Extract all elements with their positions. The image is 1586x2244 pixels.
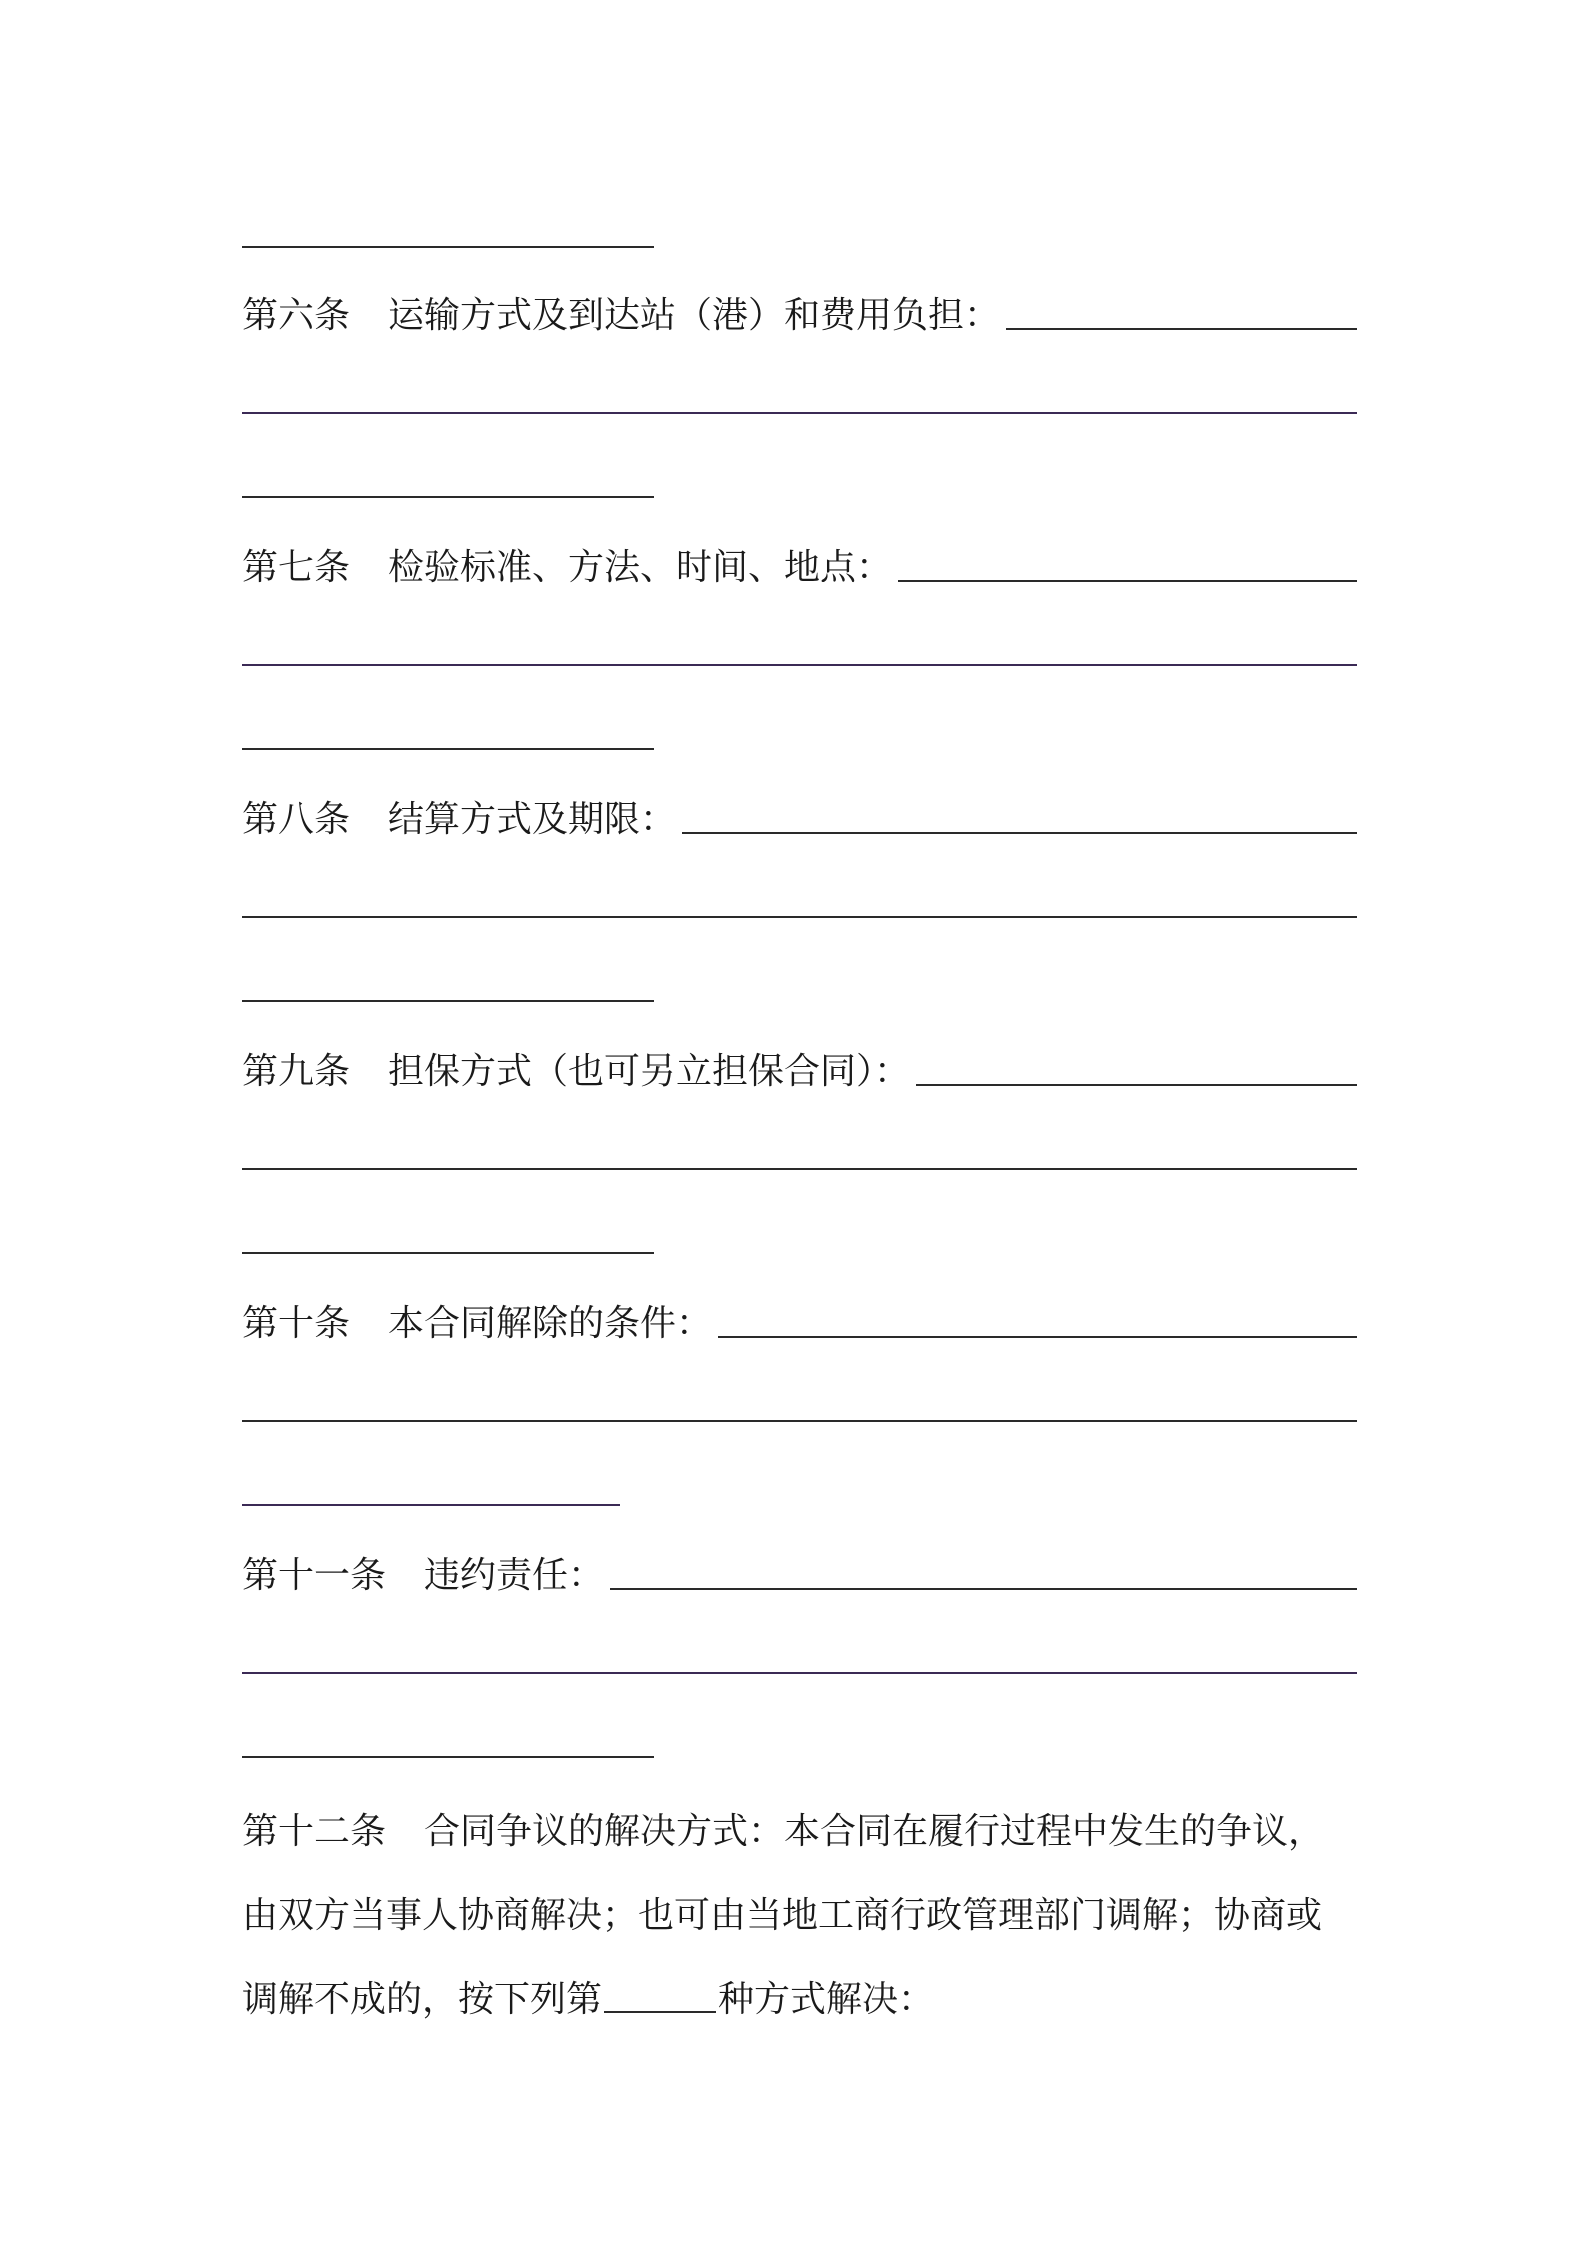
article-title: 检验标准、方法、时间、地点： xyxy=(388,547,893,588)
blank-line[interactable] xyxy=(242,412,1357,414)
article-number: 第十条 xyxy=(242,1303,351,1344)
article-number: 第十一条 xyxy=(242,1555,387,1596)
fill-in-line[interactable] xyxy=(682,832,1357,834)
blank-line[interactable] xyxy=(242,664,1357,666)
blank-line[interactable] xyxy=(242,1000,654,1002)
blank-line[interactable] xyxy=(242,496,654,498)
fill-in-line[interactable] xyxy=(610,1588,1357,1590)
article-text: 合同争议的解决方式：本合同在履行过程中发生的争议， xyxy=(424,1811,1325,1852)
article-title: 结算方式及期限： xyxy=(388,799,677,840)
article-text: 种方式解决： xyxy=(718,1979,935,2020)
article-title: 担保方式（也可另立担保合同）： xyxy=(388,1051,911,1092)
article-11 xyxy=(242,1530,1357,1594)
article-number: 第十二条 xyxy=(242,1811,387,1852)
article-title: 违约责任： xyxy=(424,1555,605,1596)
article-12-line-1 xyxy=(242,1790,1357,1874)
article-10 xyxy=(242,1278,1357,1342)
blank-line[interactable] xyxy=(242,1252,654,1254)
blank-line[interactable] xyxy=(242,748,654,750)
fill-in-line[interactable] xyxy=(916,1084,1357,1086)
article-12 xyxy=(242,1790,1357,2042)
article-12-line-2: 由双方当事人协商解决；也可由当地工商行政管理部门调解；协商或 xyxy=(242,1895,1323,1936)
blank-line[interactable] xyxy=(242,1168,1357,1170)
article-text: 调解不成的，按下列第 xyxy=(242,1979,603,2020)
fill-in-line[interactable] xyxy=(1006,328,1357,330)
article-title: 运输方式及到达站（港）和费用负担： xyxy=(388,295,1001,336)
blank-line[interactable] xyxy=(242,1420,1357,1422)
article-9 xyxy=(242,1026,1357,1090)
article-8 xyxy=(242,774,1357,838)
blank-line[interactable] xyxy=(242,246,654,248)
article-6 xyxy=(242,270,1357,334)
article-12-line-3 xyxy=(242,1958,1357,2042)
fill-in-line[interactable] xyxy=(718,1336,1357,1338)
article-number: 第六条 xyxy=(242,295,351,336)
choice-blank[interactable] xyxy=(604,2011,716,2013)
article-number: 第九条 xyxy=(242,1051,351,1092)
article-7 xyxy=(242,522,1357,586)
article-number: 第七条 xyxy=(242,547,351,588)
blank-line[interactable] xyxy=(242,1504,620,1506)
blank-line[interactable] xyxy=(242,1672,1357,1674)
blank-line[interactable] xyxy=(242,1756,654,1758)
blank-line[interactable] xyxy=(242,916,1357,918)
fill-in-line[interactable] xyxy=(898,580,1357,582)
article-number: 第八条 xyxy=(242,799,351,840)
article-title: 本合同解除的条件： xyxy=(388,1303,713,1344)
